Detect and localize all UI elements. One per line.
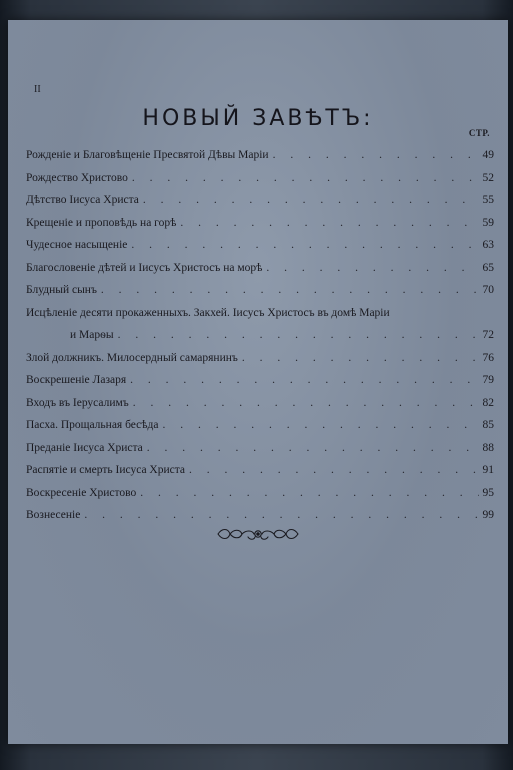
- toc-entry-page: 52: [482, 171, 494, 184]
- toc-entry: [26, 392, 494, 415]
- toc-entry-title: Пасха. Прощальная бесѣда: [26, 419, 159, 431]
- toc-entry-title: Преданіе Іисуса Христа: [26, 441, 143, 454]
- dot-leader: [130, 369, 478, 392]
- toc-entry-page: 59: [482, 216, 494, 229]
- toc-entry-page: 95: [482, 486, 494, 499]
- book-page: [8, 20, 508, 744]
- toc-entry-page: 79: [482, 374, 494, 386]
- toc-entry-title: Злой должникъ. Милосердный самарянинъ: [26, 351, 238, 364]
- toc-entry: [26, 437, 494, 460]
- toc-entry-page: 85: [482, 419, 494, 431]
- toc-entry-page: 88: [482, 441, 494, 454]
- toc-entry: [26, 167, 494, 190]
- toc-entry-title: Дѣтство Іисуса Христа: [26, 194, 139, 206]
- dot-leader: [131, 234, 478, 257]
- toc-entry: [26, 234, 494, 257]
- toc-entry: [26, 144, 494, 167]
- table-of-contents: [26, 144, 494, 527]
- toc-entry-title: Вознесеніе: [26, 509, 81, 521]
- toc-entry-title: Воскресеніе Христово: [26, 486, 137, 499]
- toc-entry: [26, 189, 494, 212]
- dot-leader: [118, 324, 479, 347]
- toc-entry-page: 70: [482, 284, 494, 296]
- toc-entry: [26, 414, 494, 437]
- toc-entry-title: Чудесное насыщеніе: [26, 239, 128, 251]
- dot-leader: [180, 212, 478, 235]
- toc-entry-title: Входъ въ Іерусалимъ: [26, 396, 129, 409]
- toc-entry-title: Исцѣленіе десяти прокаженныхъ. Закхей. Іисусъ Христосъ въ домѣ Маріи: [26, 306, 390, 319]
- toc-entry-page: 99: [482, 509, 494, 521]
- toc-entry: [26, 369, 494, 392]
- toc-entry-page: 63: [482, 239, 494, 251]
- toc-entry-title: Рождество Христово: [26, 171, 128, 184]
- toc-entry-title: и Марѳы: [70, 329, 114, 341]
- dot-leader: [101, 279, 479, 302]
- toc-entry-page: 55: [482, 194, 494, 206]
- dot-leader: [143, 189, 479, 212]
- decorative-ornament-icon: [8, 526, 508, 546]
- toc-entry-title: Распятіе и смерть Іисуса Христа: [26, 464, 186, 476]
- dot-leader: [133, 392, 479, 415]
- toc-entry-page: 91: [482, 464, 494, 476]
- toc-entry-title: Благословеніе дѣтей и Іисусъ Христосъ на морѣ: [26, 261, 263, 274]
- toc-entry-page: 82: [482, 396, 494, 409]
- toc-entry: [26, 257, 494, 280]
- toc-entry-continuation: [26, 324, 494, 347]
- dot-leader: [273, 144, 479, 167]
- page-title: НОВЫЙ ЗАВѢТЪ:: [142, 106, 374, 131]
- toc-entry: [26, 212, 494, 235]
- toc-entry-page: 72: [482, 329, 494, 341]
- toc-entry-title: Воскрешеніе Лазаря: [26, 374, 127, 386]
- dot-leader: [140, 482, 478, 505]
- toc-entry-title: Блудный сынъ: [26, 284, 97, 296]
- dot-leader: [266, 257, 478, 280]
- dot-leader: [242, 347, 479, 370]
- toc-entry: [26, 302, 494, 325]
- toc-entry-page: 76: [482, 351, 494, 364]
- dot-leader: [132, 167, 479, 190]
- toc-entry-page: 49: [482, 149, 494, 161]
- page-column-header: СТР.: [468, 128, 490, 138]
- toc-entry: [26, 482, 494, 505]
- toc-entry-page: 65: [482, 261, 494, 274]
- toc-entry-title: Крещеніе и проповѣдь на горѣ: [26, 216, 177, 229]
- dot-leader: [147, 437, 479, 460]
- toc-entry: [26, 504, 494, 527]
- dot-leader: [162, 414, 478, 437]
- toc-entry-title: Рожденіе и Благовѣщеніе Пресвятой Дѣвы Маріи: [26, 149, 269, 161]
- dot-leader: [189, 459, 478, 482]
- toc-entry: [26, 347, 494, 370]
- page-number: II: [34, 84, 41, 95]
- toc-entry: [26, 279, 494, 302]
- dot-leader: [84, 504, 478, 527]
- toc-entry: [26, 459, 494, 482]
